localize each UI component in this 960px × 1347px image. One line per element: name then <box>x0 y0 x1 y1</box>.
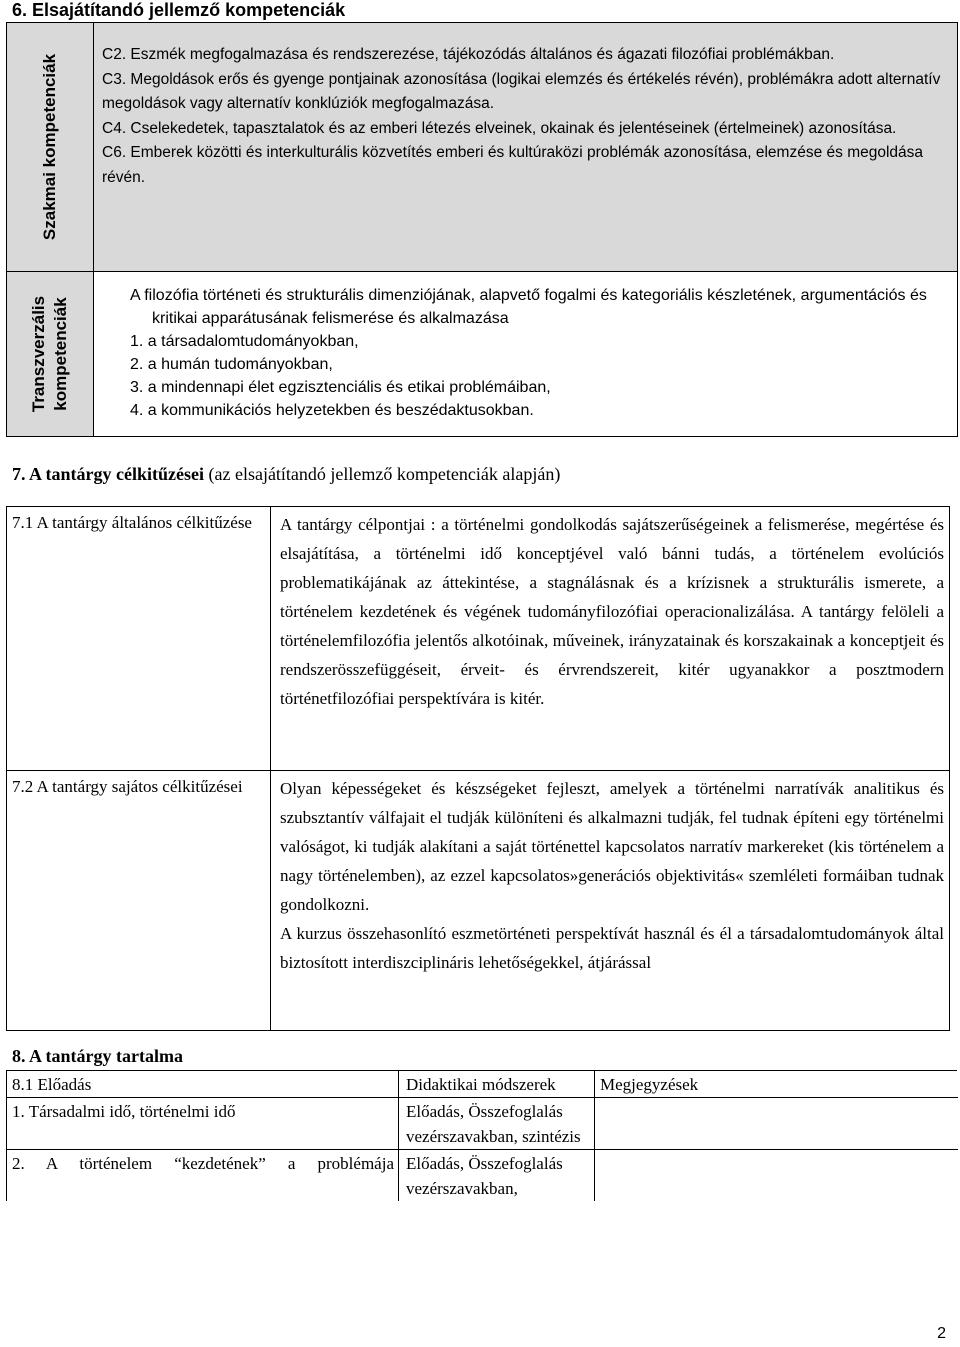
section-6-title: 6. Elsajátítandó jellemző kompetenciák <box>12 0 346 20</box>
content-methods: Előadás, Összefoglalás vezérszavakban, szintézis <box>399 1098 595 1150</box>
competency-item: C2. Eszmék megfogalmazása és rendszerezése, tájékozódás általános és ágazati filozófiai problémákban. <box>102 46 835 63</box>
general-objective-label: 7.1 A tantárgy általános célkitűzése <box>7 507 271 771</box>
transversal-competencies-row <box>7 272 958 437</box>
section-8-title: 8. A tantárgy tartalma <box>12 1046 183 1066</box>
content-topic: 2. A történelem “kezdetének” a problémája <box>7 1150 399 1202</box>
professional-competencies-label-cell <box>7 23 94 272</box>
general-objective-text: A tantárgy célpontjai : a történelmi gondolkodás sajátszerűségeinek a felismerése, megértése és elsajátítása, a történelmi idő konceptjével való bánni tudás, a történelem evolúciós problematikájának az áttekintése, a stagnálásnak és a krízisnek a strukturális ismerete, a történelem kezdetének és végének tudományfilozófiai operacionalizálása. A tantárgy felöleli a történelemfilozófia jelentős alkotóinak, műveinek, irányzatainak és korszakainak a konceptjeit és rendszerösszefüggéseit, érveit- és érvrendszereit, kitér ugyanakkor a posztmodern történetfilozófiai perspektívára is kitér. <box>271 507 950 771</box>
content-header-row <box>7 1071 958 1098</box>
objectives-table <box>6 506 950 1031</box>
competency-item: C4. Cselekedetek, tapasztalatok és az emberi létezés elveinek, okainak és jelentéseinek (értelmeinek) azonosítása. <box>102 119 897 137</box>
content-row <box>7 1098 958 1150</box>
transversal-item: 1. a társadalomtudományokban, <box>130 333 359 350</box>
specific-objectives-row <box>7 771 950 1031</box>
professional-competencies-row <box>7 23 958 272</box>
transversal-item: 3. a mindennapi élet egzisztenciális és etikai problémáiban, <box>130 379 551 396</box>
competencies-table <box>6 22 958 437</box>
content-note <box>595 1098 958 1150</box>
course-content-table <box>6 1070 958 1201</box>
transversal-item: 2. a humán tudományokban, <box>130 356 333 373</box>
content-row <box>7 1150 958 1202</box>
professional-competencies-label: Szakmai kompetenciák <box>40 53 59 241</box>
competency-item: C6. Emberek közötti és interkulturális közvetítés emberi és kultúraközi problémák azonosítása, elemzése és megoldása révén. <box>102 144 924 186</box>
header-lecture: 8.1 Előadás <box>7 1071 399 1098</box>
content-topic: 1. Társadalmi idő, történelmi idő <box>7 1098 399 1150</box>
transversal-competencies-label: Transzverzális kompetenciák <box>29 295 70 413</box>
page-number: 2 <box>937 1325 946 1342</box>
header-notes: Megjegyzések <box>595 1071 958 1098</box>
specific-objectives-label: 7.2 A tantárgy sajátos célkitűzései <box>7 771 271 1031</box>
content-note <box>595 1150 958 1202</box>
specific-objectives-text: Olyan képességeket és készségeket fejleszt, amelyek a történelmi narratívák analitikus és szubsztantív válfajait el tudják különíteni és alkalmazni tudják, fel tudnak építeni egy történelmi valóságot, ki tudják alakítani a saját történettel kapcsolatos narratív markereket (kis történelem a nagy történelemben), az ezzel kapcsolatos»generációs objektivitás« szemléleti formáiban tudnak gondolkozni. A kurzus összehasonlító eszmetörténeti perspektívát használ és él a társadalomtudományok által biztosított interdiszciplináris lehetőségekkel, átjárással <box>271 771 950 1031</box>
transversal-intro: A filozófia történeti és strukturális dimenziójának, alapvető fogalmi és kategoriális készletének, argumentációs és kritikai apparátusának felismerése és alkalmazása <box>130 287 927 327</box>
general-objective-row <box>7 507 950 771</box>
competency-item: C3. Megoldások erős és gyenge pontjainak azonosítása (logikai elemzés és értékelés révén), problémákra adott alternatív megoldások vagy alternatív konklúziók megfogalmazása. <box>102 70 941 112</box>
transversal-competencies-text <box>94 272 958 437</box>
transversal-competencies-label-cell <box>7 272 94 437</box>
content-methods: Előadás, Összefoglalás vezérszavakban, <box>399 1150 595 1202</box>
transversal-item: 4. a kommunikációs helyzetekben és beszédaktusokban. <box>130 402 534 419</box>
section-7-title: 7. A tantárgy célkitűzései (az elsajátítandó jellemző kompetenciák alapján) <box>12 464 561 484</box>
header-methods: Didaktikai módszerek <box>399 1071 595 1098</box>
professional-competencies-text <box>94 23 958 272</box>
